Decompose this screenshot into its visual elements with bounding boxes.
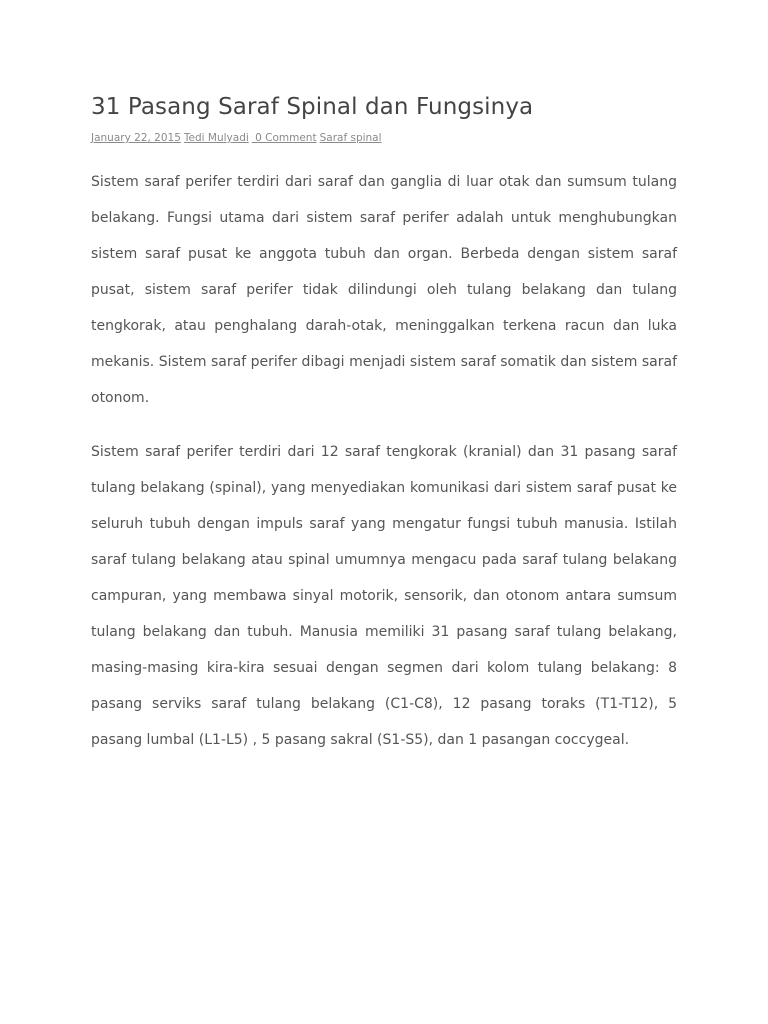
paragraph: Sistem saraf perifer terdiri dari 12 saraf tengkorak (kranial) dan 31 pasang saraf tulang belakang (spinal), yang menyediakan komunikasi dari sistem saraf pusat ke seluruh tubuh dengan impuls saraf yang mengatur fungsi tubuh manusia. Istilah saraf tulang belakang atau spinal umumnya mengacu pada saraf tulang belakang campuran, yang membawa sinyal motorik, sensorik, dan otonom antara sumsum tulang belakang dan tubuh. Manusia memiliki 31 pasang saraf tulang belakang, masing-masing kira-kira sesuai dengan segmen dari kolom tulang belakang: 8 pasang serviks saraf tulang belakang (C1-C8), 12 pasang toraks (T1-T12), 5 pasang lumbal (L1-L5) , 5 pasang sakral (S1-S5), dan 1 pasangan coccygeal. — [91, 444, 677, 748]
post-date-link[interactable]: January 22, 2015 — [91, 132, 181, 144]
comments-link[interactable]: 0 Comment — [251, 132, 317, 144]
author-link[interactable]: Tedi Mulyadi — [183, 132, 249, 144]
article — [91, 90, 677, 758]
category-link[interactable]: Saraf spinal — [319, 132, 382, 144]
article-meta — [91, 131, 677, 145]
article-title: 31 Pasang Saraf Spinal dan Fungsinya — [91, 94, 534, 120]
paragraph: Sistem saraf perifer terdiri dari saraf dan ganglia di luar otak dan sumsum tulang belakang. Fungsi utama dari sistem saraf perifer adalah untuk menghubungkan sistem saraf pusat ke anggota tubuh dan organ. Berbeda dengan sistem saraf pusat, sistem saraf perifer tidak dilindungi oleh tulang belakang dan tulang tengkorak, atau penghalang darah-otak, meninggalkan terkena racun dan luka mekanis. Sistem saraf perifer dibagi menjadi sistem saraf somatik dan sistem saraf otonom. — [91, 174, 677, 406]
